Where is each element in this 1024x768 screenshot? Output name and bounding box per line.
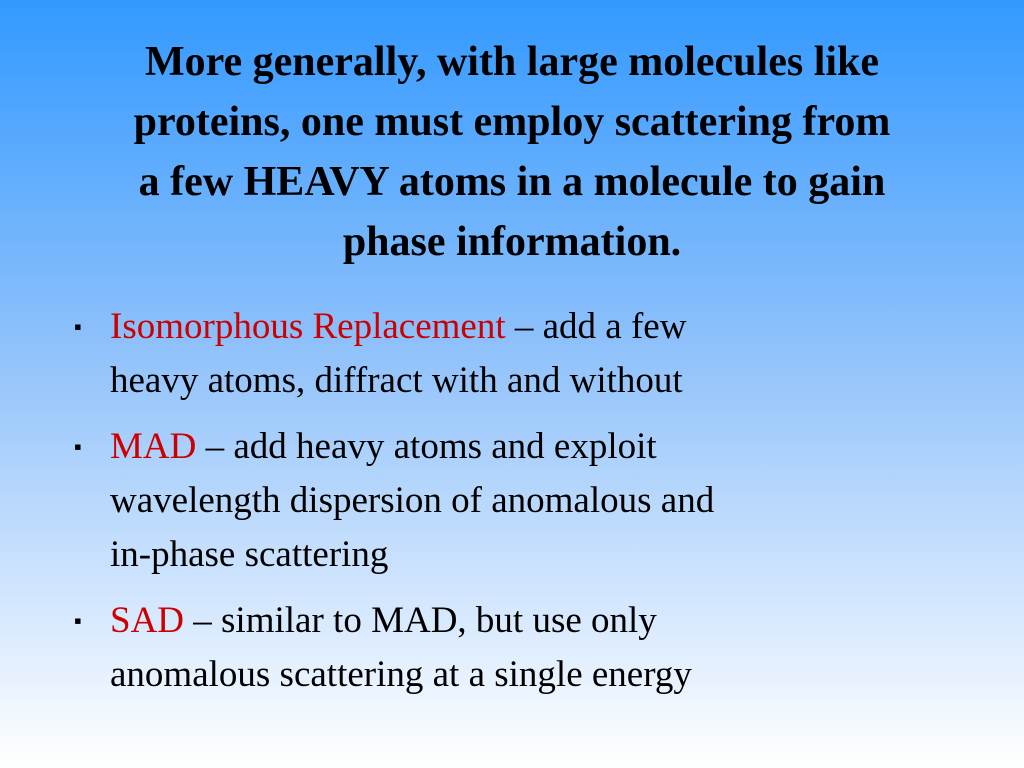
square-bullet-icon: ▪ xyxy=(74,608,82,633)
bullet-isomorphous-replacement xyxy=(70,300,890,408)
bullet-text: in-phase scattering xyxy=(110,534,389,575)
bullet-text: – add heavy atoms and exploit xyxy=(196,426,657,467)
bullet-text: wavelength dispersion of anomalous and xyxy=(110,480,715,521)
title-line: a few HEAVY atoms in a molecule to gain xyxy=(138,159,886,205)
bullet-sad xyxy=(70,594,890,702)
bullet-mad xyxy=(70,420,890,582)
bullet-text: anomalous scattering at a single energy xyxy=(110,654,692,695)
bullet-term: SAD xyxy=(110,600,185,641)
bullet-text: – add a few xyxy=(505,306,687,347)
bullet-text: heavy atoms, diffract with and without xyxy=(110,360,683,401)
bullet-list xyxy=(70,300,890,714)
title-line: phase information. xyxy=(342,219,682,265)
slide-title xyxy=(30,32,994,272)
bullet-text: – similar to MAD, but use only xyxy=(184,600,657,641)
title-line: More generally, with large molecules like xyxy=(144,39,880,85)
bullet-term: Isomorphous Replacement xyxy=(110,306,506,347)
title-line: proteins, one must employ scattering from xyxy=(133,99,891,145)
bullet-term: MAD xyxy=(110,426,197,467)
square-bullet-icon: ▪ xyxy=(74,434,82,459)
square-bullet-icon: ▪ xyxy=(74,314,82,339)
